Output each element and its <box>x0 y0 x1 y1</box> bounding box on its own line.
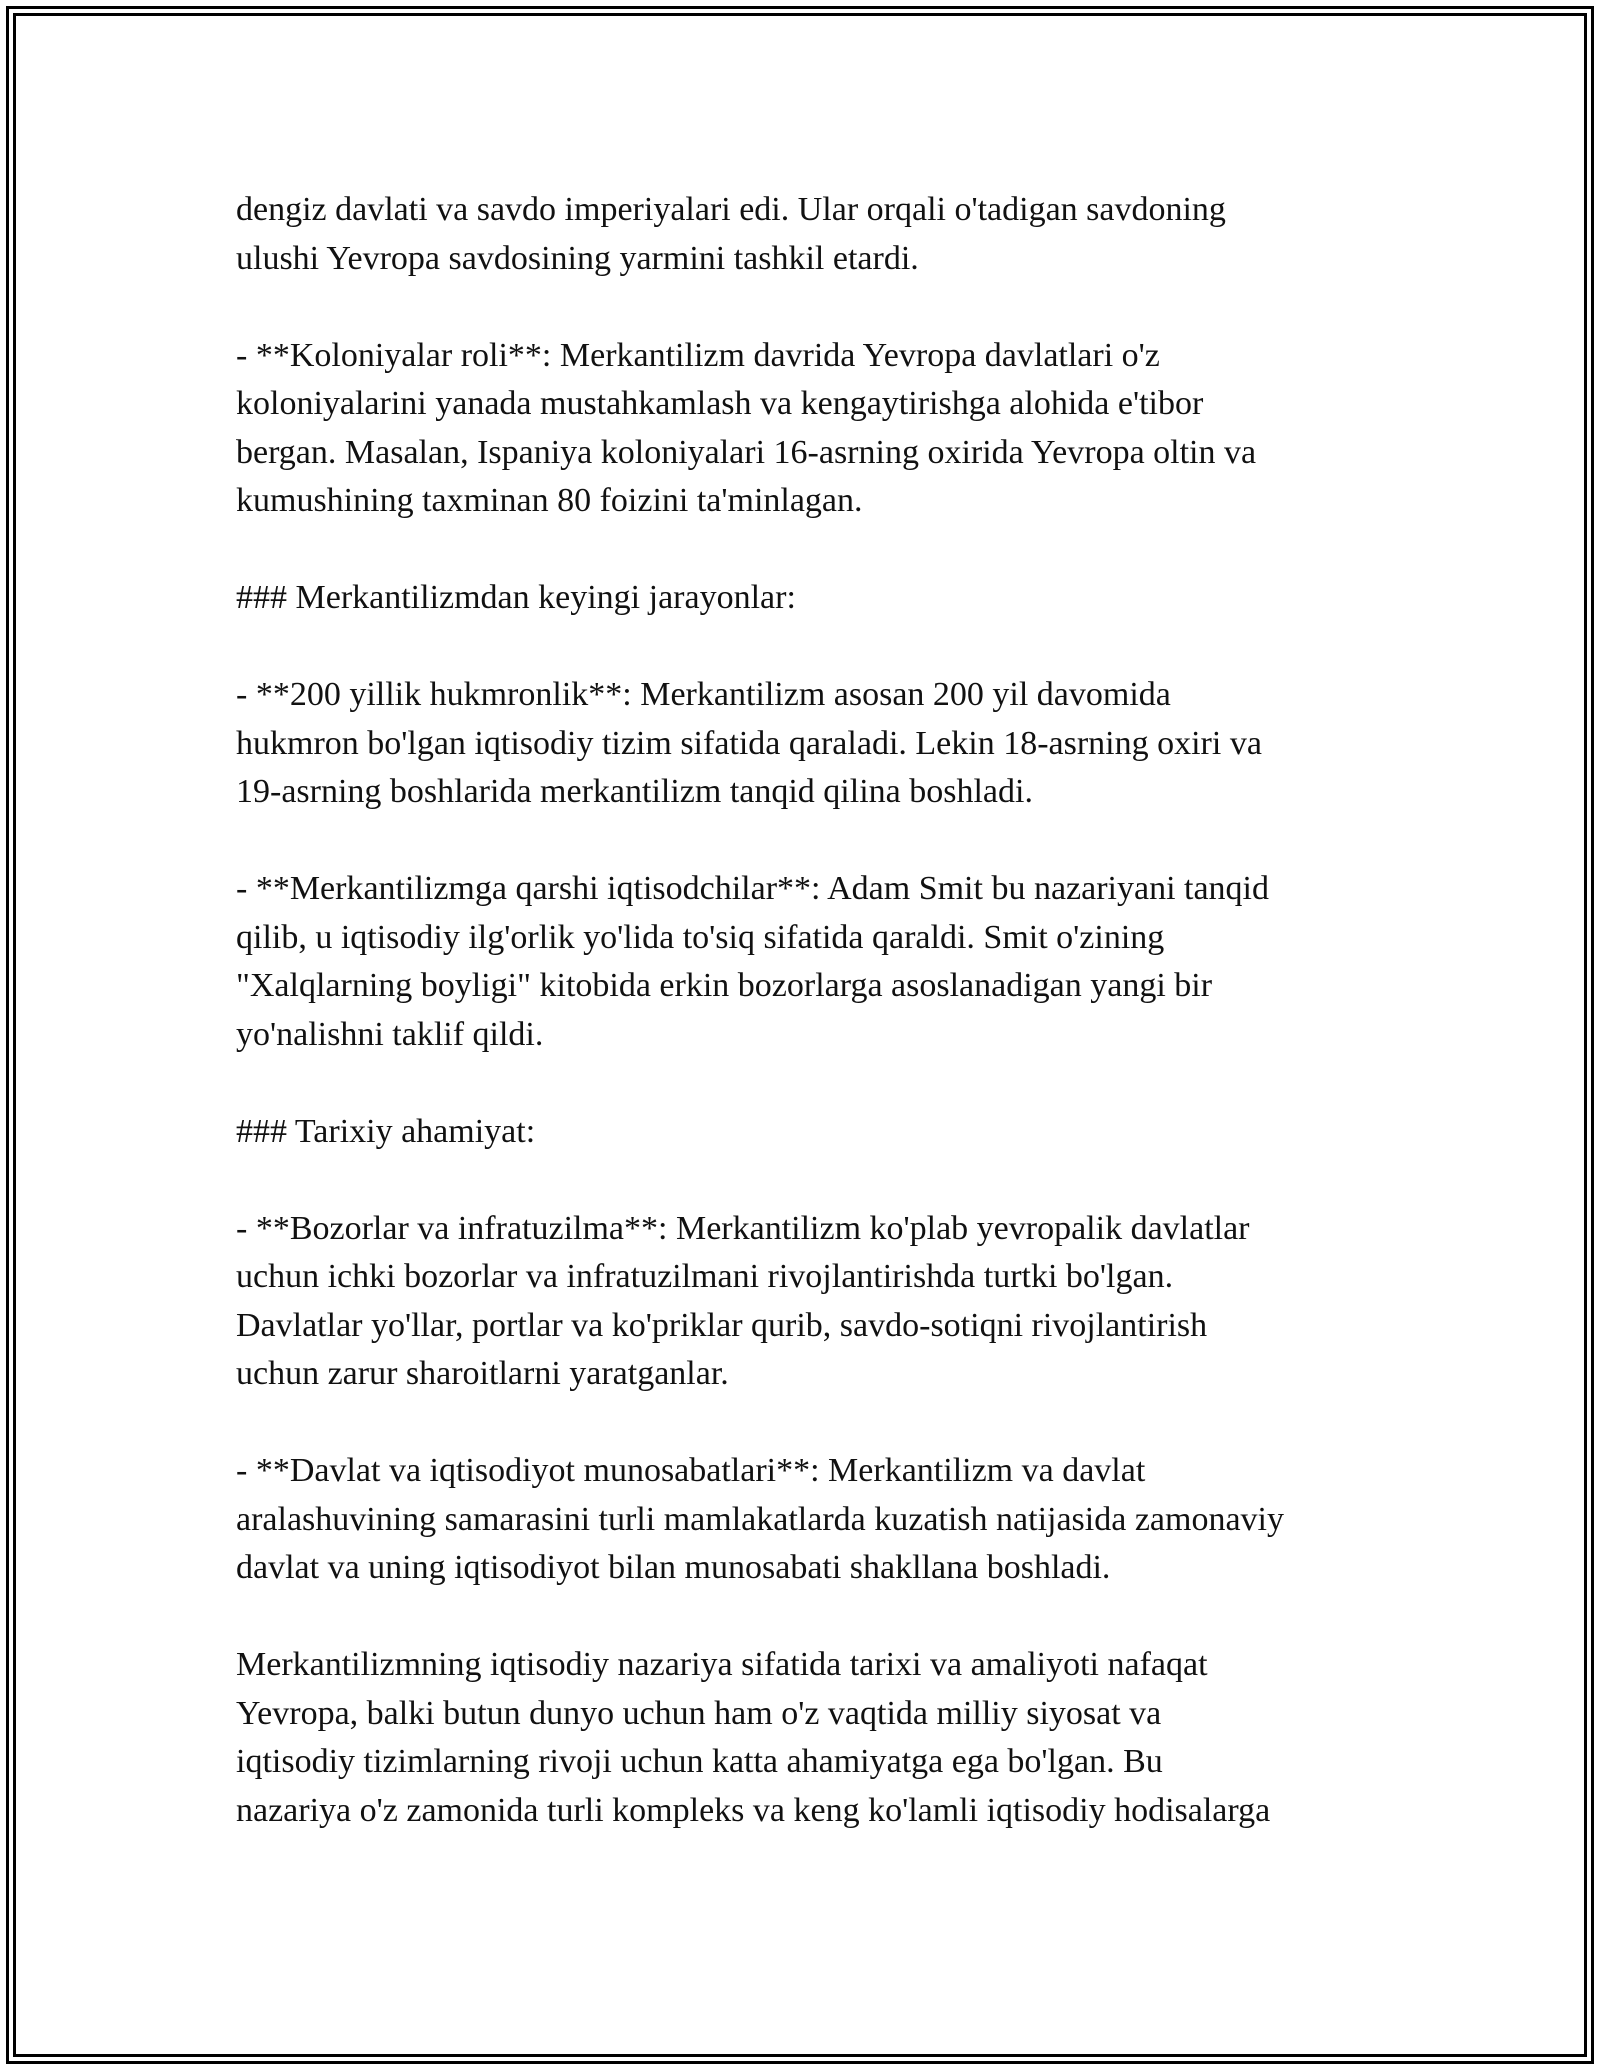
text-line: uchun zarur sharoitlarni yaratganlar. <box>236 1355 729 1392</box>
list-item-davlat-iqtisodiyot <box>236 1447 1406 1593</box>
text-line: "Xalqlarning boyligi" kitobida erkin bozorlarga asoslanadigan yangi bir <box>236 967 1213 1004</box>
list-item-bozorlar <box>236 1205 1406 1399</box>
text-line: kumushining taxminan 80 foizini ta'minlagan. <box>236 482 863 519</box>
document-body <box>236 186 1406 1884</box>
heading-merkantilizmdan-keyingi <box>236 574 1406 623</box>
text-line: Yevropa, balki butun dunyo uchun ham o'z vaqtida milliy siyosat va <box>236 1694 1162 1732</box>
text-line: uchun ichki bozorlar va infratuzilmani rivojlantirishda turtki bo'lgan. <box>236 1258 1174 1295</box>
text-line: Merkantilizmning iqtisodiy nazariya sifatida tarixi va amaliyoti nafaqat <box>236 1646 1208 1683</box>
list-item-koloniyalar-roli <box>236 332 1406 526</box>
text-line: koloniyalarini yanada mustahkamlash va kengaytirishga alohida e'tibor <box>236 385 1204 422</box>
text-line: iqtisodiy tizimlarning rivoji uchun katta ahamiyatga ega bo'lgan. Bu <box>236 1743 1163 1780</box>
text-line: bergan. Masalan, Ispaniya koloniyalari 16-asrning oxirida Yevropa oltin va <box>236 433 1257 471</box>
text-line: 19-asrning boshlarida merkantilizm tanqid qilina boshladi. <box>236 773 1033 810</box>
text-line: qilib, u iqtisodiy ilg'orlik yo'lida to'siq sifatida qaraldi. Smit o'zining <box>236 918 1165 956</box>
text-line: dengiz davlati va savdo imperiyalari edi. Ular orqali o'tadigan savdoning <box>236 191 1226 228</box>
text-line: ulushi Yevropa savdosining yarmini tashkil etardi. <box>236 239 919 277</box>
text-line: davlat va uning iqtisodiyot bilan munosabati shakllana boshladi. <box>236 1549 1111 1586</box>
list-item-iqtisodchilar <box>236 865 1406 1059</box>
text-line: aralashuvining samarasini turli mamlakatlarda kuzatish natijasida zamonaviy <box>236 1500 1284 1538</box>
text-line: hukmron bo'lgan iqtisodiy tizim sifatida qaraladi. Lekin 18-asrning oxiri va <box>236 724 1262 762</box>
text-line: - **200 yillik hukmronlik**: Merkantilizm asosan 200 yil davomida <box>236 676 1171 713</box>
text-line: - **Koloniyalar roli**: Merkantilizm davrida Yevropa davlatlari o'z <box>236 336 1160 374</box>
heading-line: ### Tarixiy ahamiyat: <box>236 1112 536 1150</box>
text-line: yo'nalishni taklif qildi. <box>236 1015 544 1053</box>
text-line: Davlatlar yo'llar, portlar va ko'priklar qurib, savdo-sotiqni rivojlantirish <box>236 1306 1208 1344</box>
paragraph-continuation <box>236 186 1406 283</box>
text-line: - **Merkantilizmga qarshi iqtisodchilar**: Adam Smit bu nazariyani tanqid <box>236 870 1269 907</box>
heading-line: ### Merkantilizmdan keyingi jarayonlar: <box>236 579 796 616</box>
text-line: - **Davlat va iqtisodiyot munosabatlari**: Merkantilizm va davlat <box>236 1452 1146 1489</box>
text-line: - **Bozorlar va infratuzilma**: Merkantilizm ko'plab yevropalik davlatlar <box>236 1209 1250 1247</box>
heading-tarixiy-ahamiyat <box>236 1108 1406 1157</box>
paragraph-conclusion <box>236 1641 1406 1835</box>
list-item-200-yillik <box>236 671 1406 817</box>
text-line: nazariya o'z zamonida turli kompleks va keng ko'lamli iqtisodiy hodisalarga <box>236 1791 1271 1829</box>
